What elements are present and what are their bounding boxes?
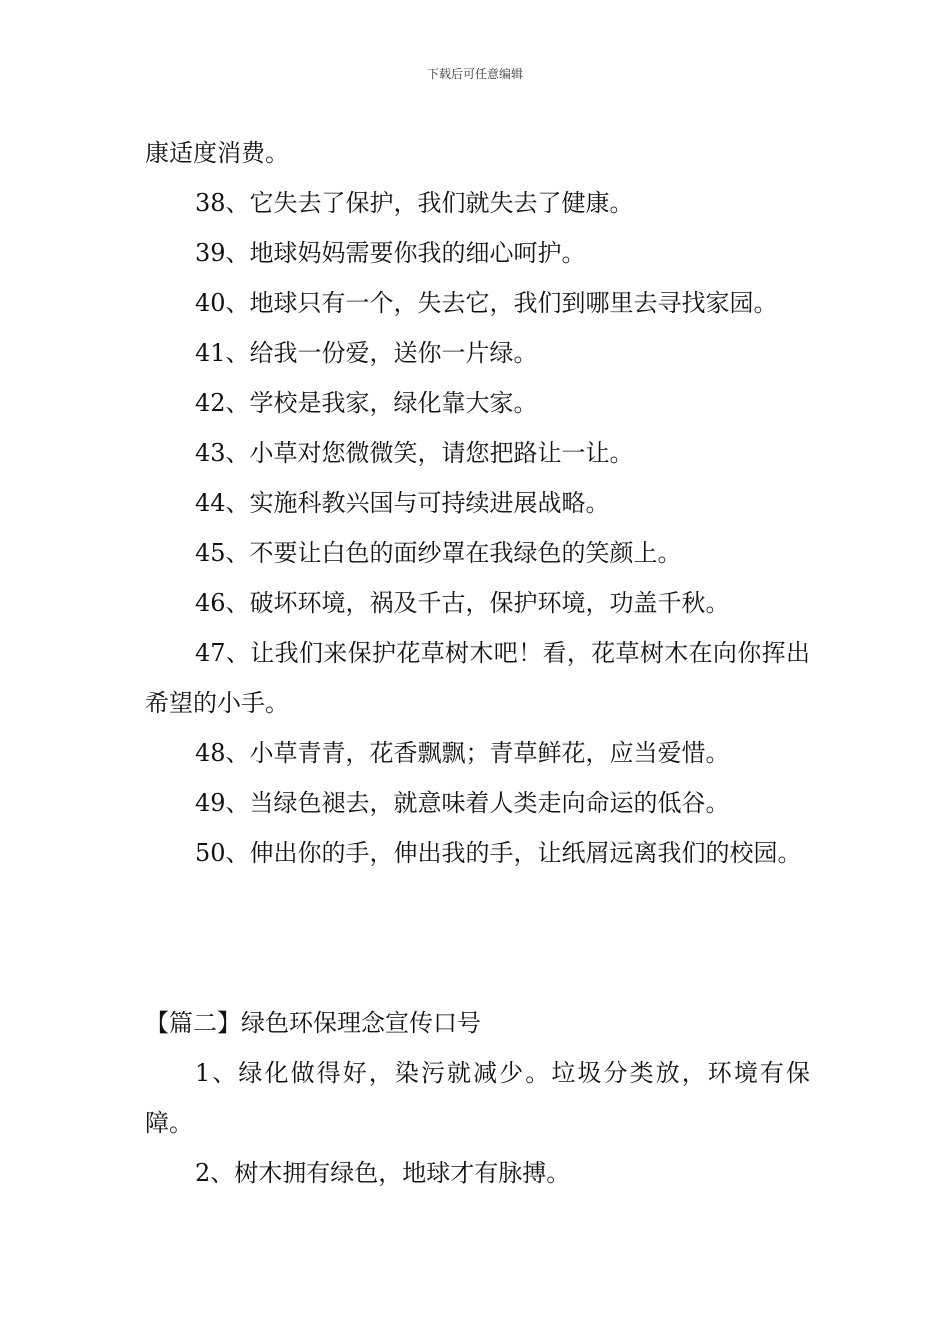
paragraph-continuation: 康适度消费。 [145,139,289,167]
slogan-39: 39、地球妈妈需要你我的细心呵护。 [195,239,586,267]
slogan-49: 49、当绿色褪去，就意味着人类走向命运的低谷。 [195,789,730,817]
section-heading: 【篇二】绿色环保理念宣传口号 [145,1009,481,1037]
slogan-46: 46、破坏环境，祸及千古，保护环境，功盖千秋。 [195,589,730,617]
slogan-40: 40、地球只有一个，失去它，我们到哪里去寻找家园。 [195,289,778,317]
slogan-50: 50、伸出你的手，伸出我的手，让纸屑远离我们的校园。 [195,839,802,867]
slogan-44: 44、实施科教兴国与可持续进展战略。 [195,489,610,517]
page-header: 下载后可任意编辑 [426,67,523,81]
slogan-45: 45、不要让白色的面纱罩在我绿色的笑颜上。 [195,539,682,567]
section-spacer [145,878,810,998]
slogan-48: 48、小草青青，花香飘飘；青草鲜花，应当爱惜。 [195,739,730,767]
slogan-38: 38、它失去了保护，我们就失去了健康。 [195,189,634,217]
document-body [145,128,810,1198]
slogan-43: 43、小草对您微微笑，请您把路让一让。 [195,439,634,467]
slogan-47: 47、让我们来保护花草树木吧！看，花草树木在向你挥出希望的小手。 [145,639,810,717]
slogan-1: 1、绿化做得好，染污就减少。垃圾分类放，环境有保障。 [145,1059,810,1137]
slogan-42: 42、学校是我家，绿化靠大家。 [195,389,538,417]
slogan-2: 2、树木拥有绿色，地球才有脉搏。 [195,1159,571,1187]
slogan-41: 41、给我一份爱，送你一片绿。 [195,339,538,367]
